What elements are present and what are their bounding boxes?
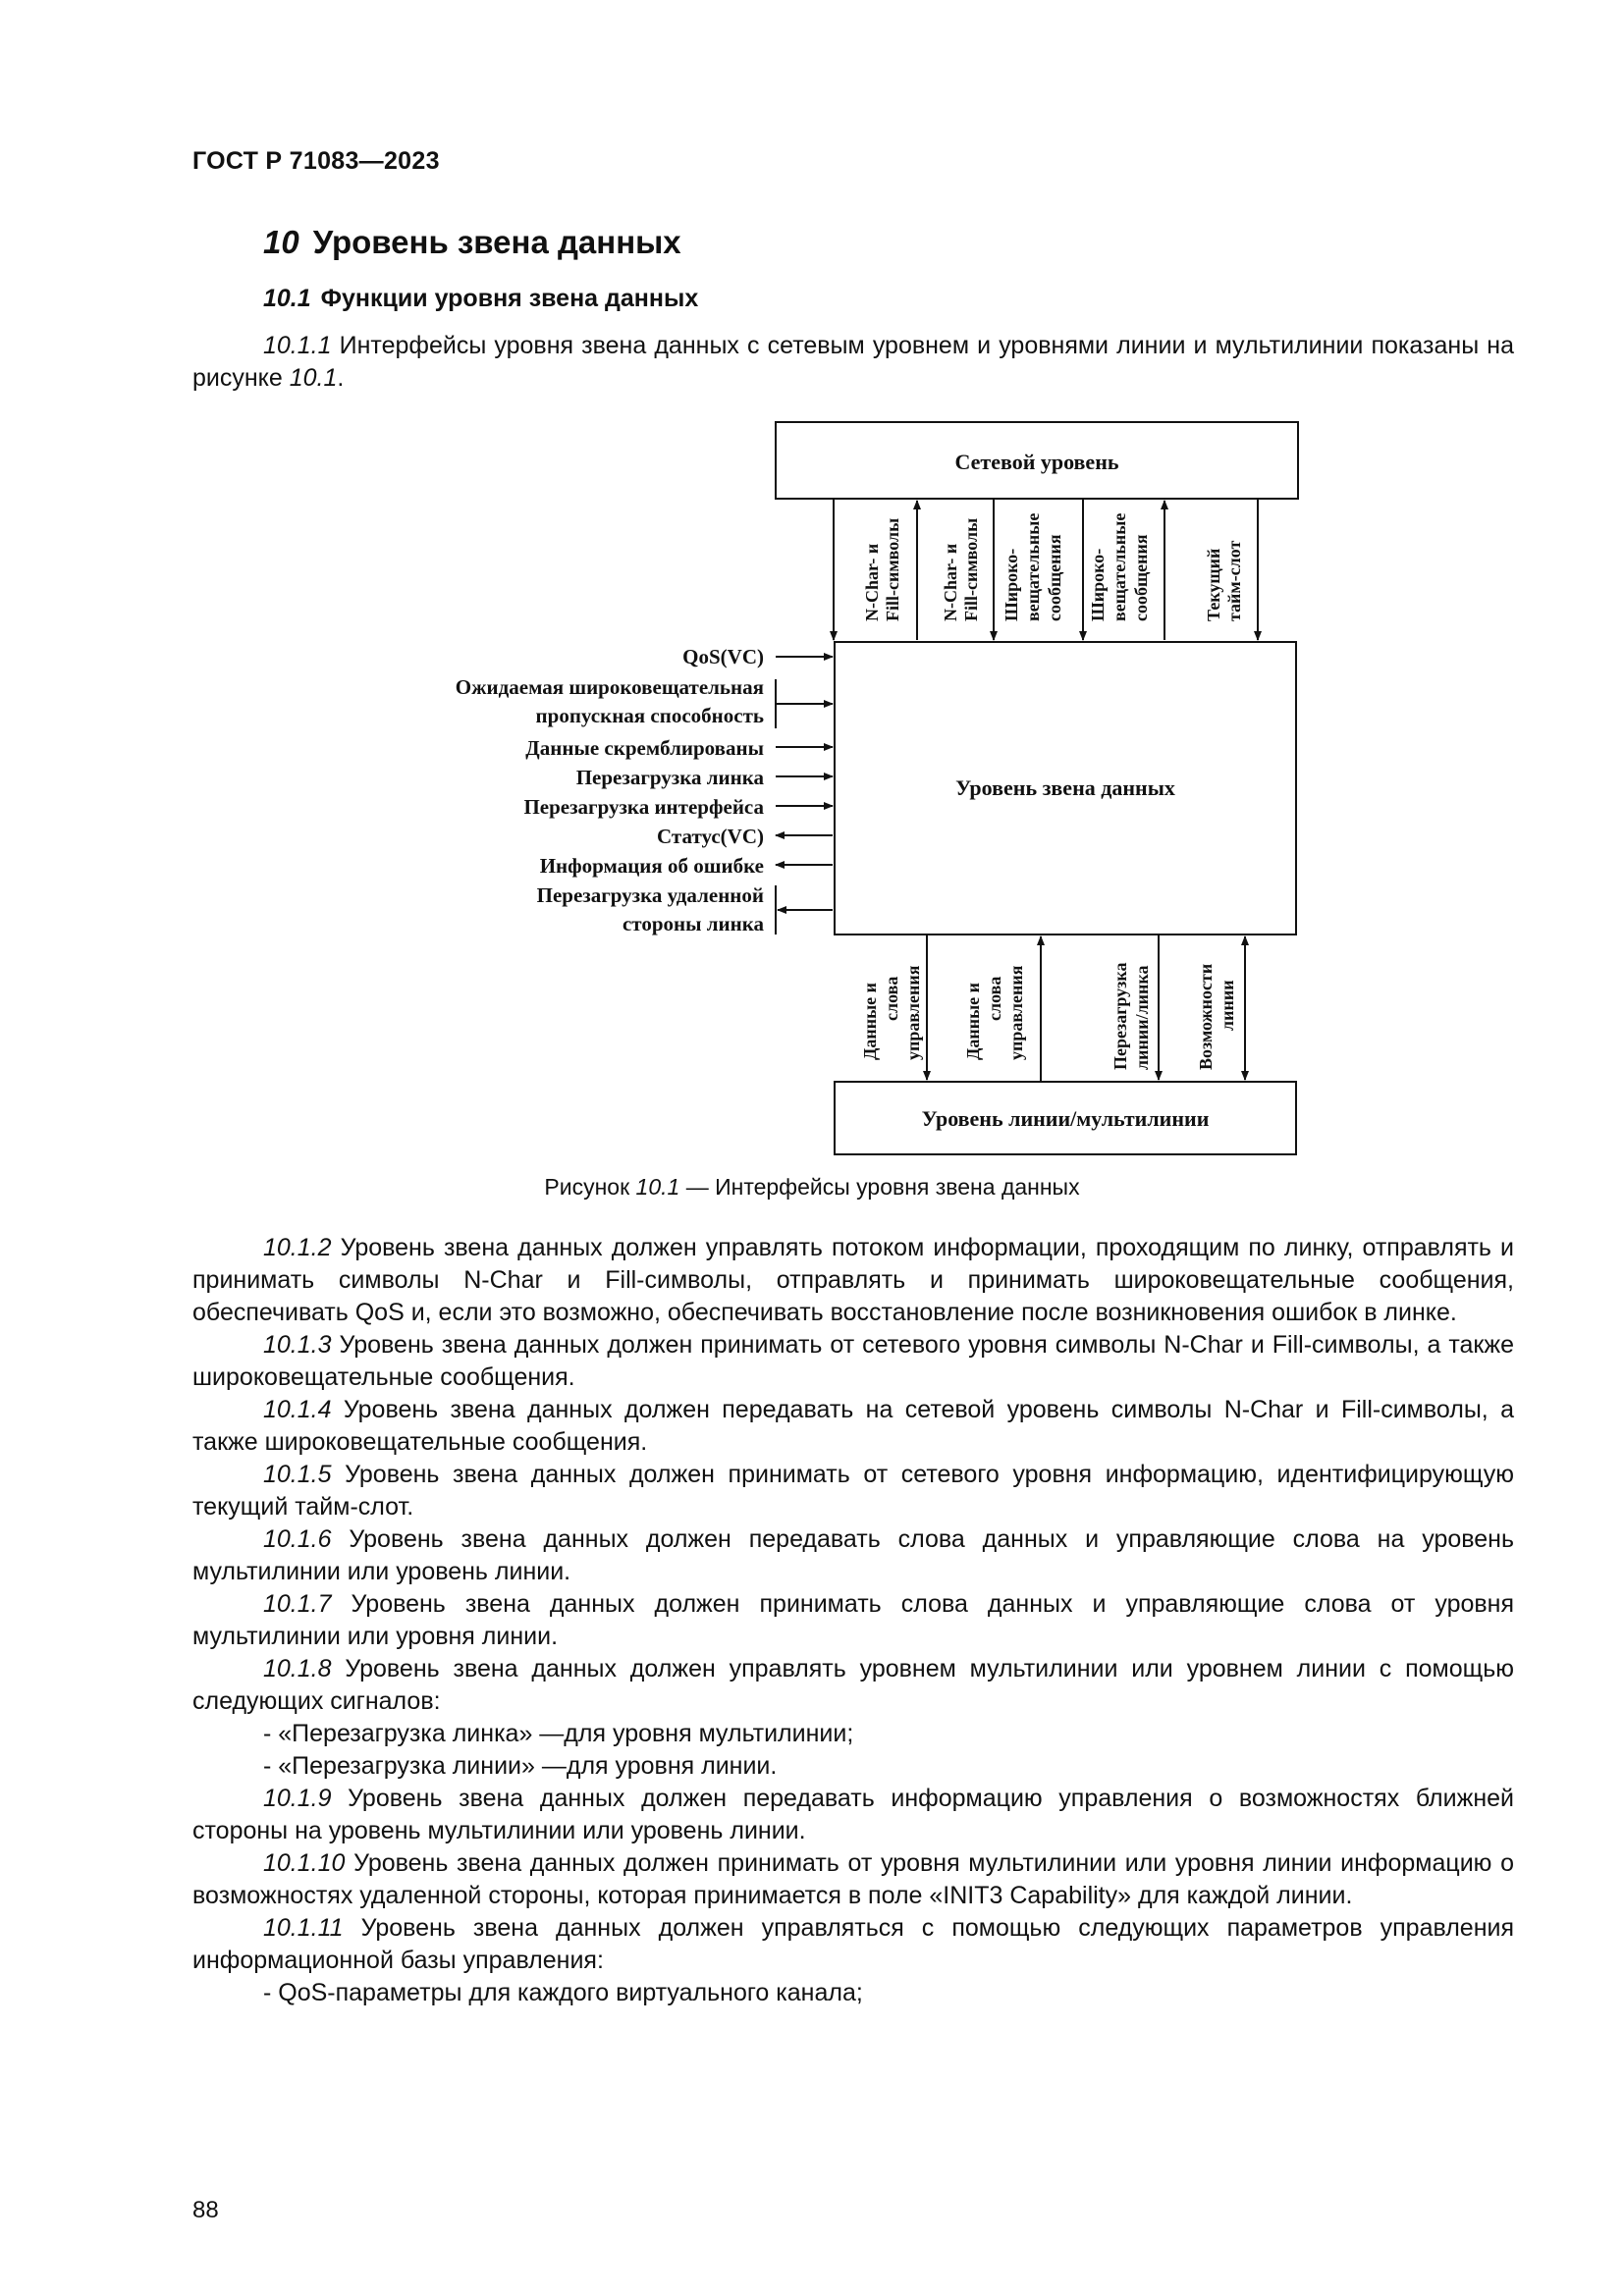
list-item-text: - «Перезагрузка линка» —для уровня мультилинии;	[263, 1720, 854, 1747]
paragraph-text-end: .	[337, 364, 345, 392]
paragraph-10-1-3	[192, 1329, 1514, 1394]
paragraph-text: Уровень звена данных должен принимать от сетевого уровня информацию, идентифицирующую текущий тайм-слот.	[192, 1461, 1514, 1521]
bottom-signal-4-line1: Возможности	[1196, 963, 1216, 1070]
section-number: 10	[263, 224, 299, 260]
caption-text: — Интерфейсы уровня звена данных	[679, 1174, 1080, 1200]
paragraph-10-1-11	[192, 1912, 1514, 1977]
paragraph-10-1-9	[192, 1783, 1514, 1847]
left-signal-1: QoS(VC)	[682, 645, 764, 668]
list-item-text: - «Перезагрузка линии» —для уровня линии.	[263, 1752, 778, 1780]
paragraph-text: Уровень звена данных должен управлять уровнем мультилинии или уровнем линии с помощью следующих сигналов:	[192, 1655, 1514, 1715]
bottom-signal-3-line2: линии/линка	[1132, 965, 1152, 1070]
data-link-layer-label: Уровень звена данных	[955, 775, 1175, 800]
figure-caption	[0, 1174, 1624, 1201]
top-signal-5-line2: тайм-слот	[1224, 540, 1244, 621]
left-signal-9: Перезагрузка удаленной	[536, 883, 764, 907]
intro-paragraph	[192, 330, 1514, 395]
left-signal-10: стороны линка	[622, 912, 764, 935]
left-signal-8: Информация об ошибке	[539, 854, 764, 878]
left-signal-5: Перезагрузка линка	[575, 766, 764, 789]
paragraph-text: Уровень звена данных должен управляться с помощью следующих параметров управления информационной базы управления:	[192, 1914, 1514, 1974]
bottom-signal-2-line1: Данные и	[963, 982, 983, 1060]
paragraph-10-1-4	[192, 1394, 1514, 1459]
paragraph-text: Уровень звена данных должен принимать от уровня мультилинии или уровня линии информацию о возможностях удаленной стороны, которая принимается в поле «INIT3 Capability» для каждой линии.	[192, 1849, 1514, 1909]
subsection-title-text: Функции уровня звена данных	[320, 285, 699, 312]
top-signal-2-line2: Fill-символы	[961, 517, 981, 621]
paragraph-number: 10.1.3	[263, 1331, 332, 1359]
paragraph-number: 10.1.9	[263, 1785, 332, 1812]
bottom-signal-4-line2: линии	[1218, 980, 1237, 1031]
bottom-signal-2-line3: управления	[1006, 965, 1026, 1060]
data-link-layer-box	[835, 642, 1296, 934]
top-signal-3-line1: Широко-	[1001, 548, 1021, 621]
top-signal-1-line1: N-Char- и	[862, 543, 882, 621]
bottom-signal-3-line1: Перезагрузка	[1110, 962, 1130, 1070]
paragraph-10-1-8	[192, 1653, 1514, 1718]
paragraph-number: 10.1.4	[263, 1396, 332, 1423]
network-layer-label: Сетевой уровень	[954, 450, 1119, 474]
bottom-signal-2-line2: слова	[985, 976, 1004, 1021]
top-signal-4-line3: сообщения	[1131, 534, 1151, 621]
body-paragraphs	[192, 1232, 1514, 2009]
paragraph-number: 10.1.10	[263, 1849, 346, 1877]
paragraph-10-1-2	[192, 1232, 1514, 1329]
page-number: 88	[192, 2197, 219, 2223]
paragraph-text: Уровень звена данных должен управлять потоком информации, проходящим по линку, отправлять и принимать символы N-Char и Fill-символы, отправлять и принимать широковещательные сообщения, обеспечивать QoS и, если это возможно, обеспечивать восстановление после возникновения ошибок в линке.	[192, 1234, 1514, 1326]
document-header: ГОСТ Р 71083—2023	[192, 147, 440, 175]
line-layer-label: Уровень линии/мультилинии	[921, 1106, 1210, 1131]
top-signal-3-line2: вещательные	[1023, 512, 1043, 621]
paragraph-10-1-1	[192, 330, 1514, 395]
paragraph-number: 10.1.11	[263, 1914, 344, 1942]
paragraph-text: Уровень звена данных должен передавать слова данных и управляющие слова на уровень мультилинии или уровень линии.	[192, 1525, 1514, 1585]
paragraph-number: 10.1.7	[263, 1590, 332, 1618]
paragraph-number: 10.1.5	[263, 1461, 332, 1488]
paragraph-number: 10.1.2	[263, 1234, 332, 1261]
bottom-signal-1-line1: Данные и	[860, 982, 880, 1060]
left-signal-2: Ожидаемая широковещательная	[455, 675, 764, 699]
section-title	[263, 224, 681, 261]
bottom-signal-1-line2: слова	[882, 976, 901, 1021]
paragraph-text: Уровень звена данных должен передавать на сетевой уровень символы N-Char и Fill-символы, а также широковещательные сообщения.	[192, 1396, 1514, 1456]
list-item	[192, 1750, 1514, 1783]
caption-number: 10.1	[635, 1174, 680, 1200]
paragraph-number: 10.1.6	[263, 1525, 332, 1553]
paragraph-10-1-6	[192, 1523, 1514, 1588]
left-signal-7: Статус(VC)	[657, 825, 764, 848]
left-signal-3: пропускная способность	[535, 704, 764, 727]
top-signal-5-line1: Текущий	[1204, 548, 1223, 621]
list-item-text: - QoS-параметры для каждого виртуального канала;	[263, 1979, 863, 2006]
bottom-signal-1-line3: управления	[903, 965, 923, 1060]
paragraph-number: 10.1.1	[263, 332, 332, 359]
paragraph-10-1-10	[192, 1847, 1514, 1912]
top-signal-2-line1: N-Char- и	[941, 543, 960, 621]
subsection-title	[263, 285, 698, 313]
paragraph-10-1-7	[192, 1588, 1514, 1653]
line-layer-box	[835, 1082, 1296, 1154]
list-item	[192, 1718, 1514, 1750]
top-signal-4-line2: вещательные	[1110, 512, 1129, 621]
network-layer-box	[776, 422, 1298, 499]
section-title-text: Уровень звена данных	[312, 224, 681, 260]
left-signal-4: Данные скремблированы	[525, 736, 764, 760]
top-signal-1-line2: Fill-символы	[883, 517, 902, 621]
top-signal-4-line1: Широко-	[1088, 548, 1108, 621]
left-signal-6: Перезагрузка интерфейса	[523, 795, 764, 819]
paragraph-text: Уровень звена данных должен передавать информацию управления о возможностях ближней стороны на уровень мультилинии или уровень линии.	[192, 1785, 1514, 1844]
subsection-number: 10.1	[263, 285, 311, 312]
top-signal-3-line3: сообщения	[1045, 534, 1064, 621]
list-item	[192, 1977, 1514, 2009]
paragraph-10-1-5	[192, 1459, 1514, 1523]
paragraph-text: Уровень звена данных должен принимать от сетевого уровня символы N-Char и Fill-символы, а также широковещательные сообщения.	[192, 1331, 1514, 1391]
paragraph-number: 10.1.8	[263, 1655, 332, 1682]
caption-prefix: Рисунок	[544, 1174, 636, 1200]
paragraph-text: Интерфейсы уровня звена данных с сетевым уровнем и уровнями линии и мультилинии показаны на рисунке	[192, 332, 1514, 392]
figure-reference: 10.1	[289, 364, 338, 392]
paragraph-text: Уровень звена данных должен принимать слова данных и управляющие слова от уровня мультилинии или уровня линии.	[192, 1590, 1514, 1650]
